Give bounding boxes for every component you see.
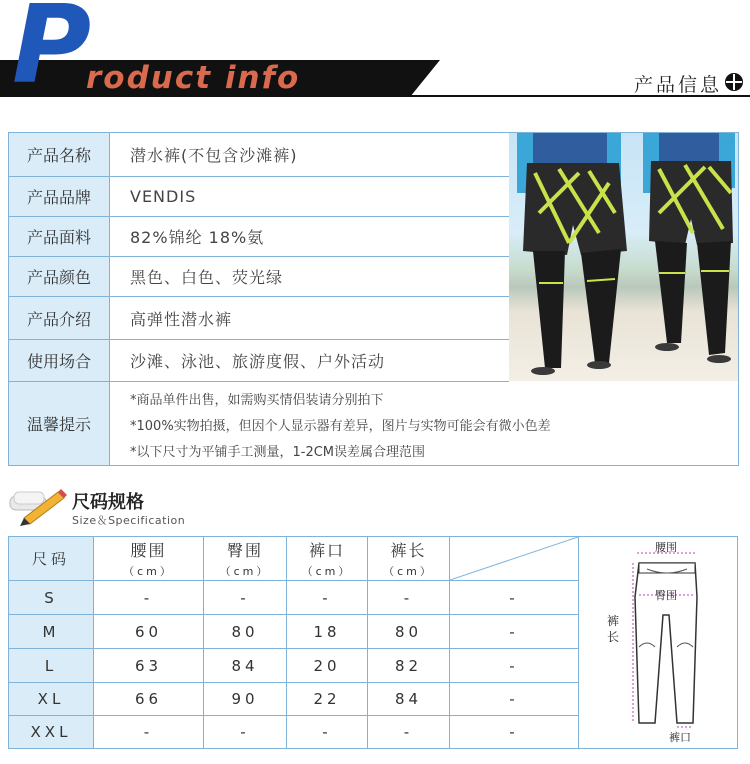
header-unit: （cm） <box>383 565 434 578</box>
info-row-brand <box>9 177 509 217</box>
size-cell: - <box>368 581 450 614</box>
info-key: 使用场合 <box>9 340 110 381</box>
size-header-cell <box>368 537 450 580</box>
header-unit: （cm） <box>301 565 353 578</box>
crosshair-icon <box>724 72 744 92</box>
size-header-cell <box>287 537 368 580</box>
size-cell: 80 <box>368 615 450 648</box>
size-cell: - <box>509 690 519 708</box>
tip-line: *商品单件出售，如需购买情侣装请分别拍下 <box>130 393 384 408</box>
size-label: XL <box>9 683 94 715</box>
info-row-intro <box>9 297 509 340</box>
size-cell: - <box>204 716 287 748</box>
header-diagonal-line <box>450 537 578 580</box>
pants-outline-illustration <box>577 537 737 748</box>
info-key: 产品品牌 <box>9 177 110 216</box>
info-key: 产品面料 <box>9 217 110 256</box>
tips-text <box>130 388 551 466</box>
header-name: 腰围 <box>130 541 167 560</box>
size-cell: 66 <box>94 683 204 715</box>
product-info-table <box>8 132 739 466</box>
size-cell: - <box>509 588 519 607</box>
info-key: 产品名称 <box>9 133 110 176</box>
size-cell: 63 <box>94 649 204 682</box>
info-key: 温馨提示 <box>9 382 110 465</box>
diagram-waist-label: 腰围 <box>655 541 677 554</box>
size-cell: - <box>94 716 204 748</box>
size-row-s <box>9 581 578 615</box>
info-value: 82%锦纶 18%氨 <box>130 228 265 247</box>
diagram-hem-label: 裤口 <box>669 731 691 744</box>
diagram-length-label: 裤长 <box>607 614 620 644</box>
size-cell: 60 <box>94 615 204 648</box>
info-value: 黑色、白色、荧光绿 <box>130 268 284 287</box>
info-row-color <box>9 257 509 297</box>
info-row-tips <box>9 382 738 465</box>
size-header-cell <box>94 537 204 580</box>
diagram-hip-label: 臀围 <box>655 589 677 602</box>
size-cell: 22 <box>287 683 368 715</box>
size-cell: - <box>509 622 519 641</box>
header-name: 裤长 <box>390 541 427 560</box>
info-row-name <box>9 133 509 177</box>
info-value: 沙滩、泳池、旅游度假、户外活动 <box>130 352 386 371</box>
header-name: 臀围 <box>226 541 263 560</box>
size-section-subtitle: Size＆Specification <box>72 514 186 527</box>
size-table-header <box>9 537 578 581</box>
header-title: roduct info <box>86 60 301 96</box>
size-cell: - <box>368 716 450 748</box>
size-table <box>8 536 579 749</box>
size-row-xxl <box>9 716 578 748</box>
info-row-occasion <box>9 340 509 382</box>
size-label: L <box>9 649 94 682</box>
size-section-header <box>8 486 308 530</box>
size-cell: - <box>94 581 204 614</box>
size-cell: 84 <box>204 649 287 682</box>
product-info-header <box>0 0 750 108</box>
header-big-letter: P <box>12 0 92 108</box>
size-row-l <box>9 649 578 683</box>
info-key: 产品颜色 <box>9 257 110 296</box>
pants-diagram <box>577 536 738 749</box>
info-row-fabric <box>9 217 509 257</box>
header-unit: （cm） <box>219 565 271 578</box>
size-cell: - <box>509 723 519 741</box>
product-photo-illustration <box>509 133 738 381</box>
size-cell: - <box>509 656 519 675</box>
product-photo <box>509 133 738 381</box>
header-right-label: 产品信息 <box>633 74 722 96</box>
size-row-m <box>9 615 578 649</box>
size-cell: 84 <box>368 683 450 715</box>
size-cell: - <box>204 581 287 614</box>
header-name: 裤口 <box>308 541 345 560</box>
size-header-cell <box>204 537 287 580</box>
size-section-title: 尺码规格 <box>72 492 144 513</box>
tip-line: *100%实物拍摄，但因个人显示器有差异，图片与实物可能会有微小色差 <box>130 419 551 434</box>
tip-line: *以下尺寸为平铺手工测量，1-2CM误差属合理范围 <box>130 445 426 460</box>
info-value: 潜水裤(不包含沙滩裤) <box>130 146 298 165</box>
size-label: S <box>9 581 94 614</box>
size-label: XXL <box>9 716 94 748</box>
size-cell: - <box>287 716 368 748</box>
size-label: M <box>9 615 94 648</box>
size-cell: - <box>287 581 368 614</box>
size-row-xl <box>9 683 578 716</box>
size-cell: 20 <box>287 649 368 682</box>
info-key: 产品介绍 <box>9 297 110 339</box>
size-header-cell: 尺码 <box>9 537 94 580</box>
header-unit: （cm） <box>123 565 174 578</box>
size-cell: 18 <box>287 615 368 648</box>
info-value: VENDIS <box>130 187 197 206</box>
pencil-ruler-icon <box>8 486 68 526</box>
size-cell: 90 <box>204 683 287 715</box>
size-cell: 82 <box>368 649 450 682</box>
size-cell: 80 <box>204 615 287 648</box>
info-value: 高弹性潜水裤 <box>130 309 233 329</box>
